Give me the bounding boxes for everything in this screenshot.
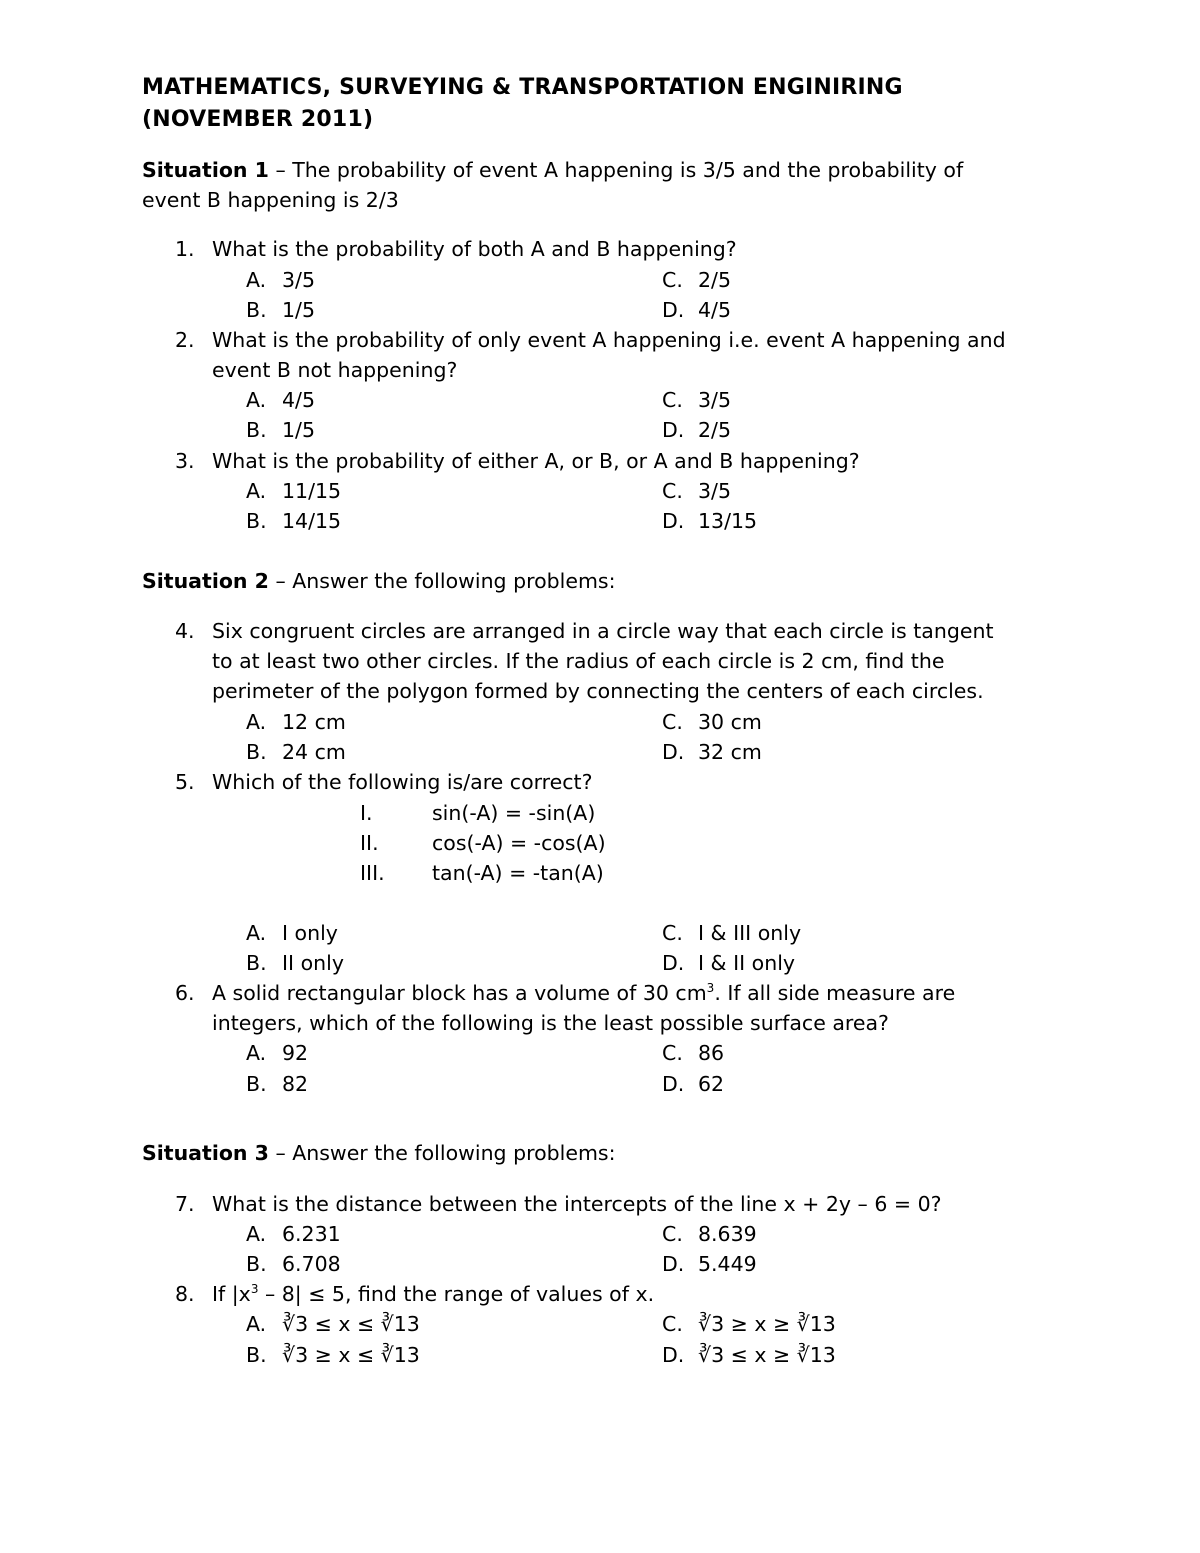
question-line-text: – 8| ≤ 5, find the range of values of x. xyxy=(258,1282,655,1306)
option-value: 6.708 xyxy=(282,1252,341,1276)
situation-label: Situation 2 xyxy=(142,569,269,593)
option-value: I & II only xyxy=(698,951,796,975)
option-letter: A. xyxy=(246,479,267,503)
question-text: Which of the following is/are correct? xyxy=(212,770,593,794)
option-value: 30 cm xyxy=(698,710,762,734)
situation-dash: – xyxy=(268,1141,293,1165)
roman-numeral: III. xyxy=(360,861,385,885)
question-text xyxy=(212,1279,1057,1309)
option-value: I & III only xyxy=(698,921,802,945)
option-letter: B. xyxy=(246,1343,267,1367)
question-number: 6. xyxy=(175,981,195,1005)
question-number: 4. xyxy=(175,619,195,643)
option-d xyxy=(662,1249,757,1279)
option-value: ∛3 ≤ x ≥ ∛13 xyxy=(698,1343,836,1367)
option-b xyxy=(246,415,315,445)
situation-3 xyxy=(142,1138,1062,1168)
option-value: ∛3 ≤ x ≤ ∛13 xyxy=(282,1312,420,1336)
option-value: 12 cm xyxy=(282,710,346,734)
option-value: ∛3 ≥ x ≥ ∛13 xyxy=(698,1312,836,1336)
question-line: to at least two other circles. If the radius of each circle is 2 cm, find the xyxy=(212,649,945,673)
option-c xyxy=(662,1038,724,1068)
question-line-text: . If all side measure are xyxy=(714,981,956,1005)
option-letter: D. xyxy=(662,418,685,442)
option-b xyxy=(246,737,346,767)
option-letter: D. xyxy=(662,1252,685,1276)
roman-numeral: II. xyxy=(360,831,379,855)
question-number: 2. xyxy=(175,328,195,352)
question-number: 8. xyxy=(175,1282,195,1306)
question-line: Six congruent circles are arranged in a circle way that each circle is tangent xyxy=(212,619,994,643)
option-value: I only xyxy=(282,921,338,945)
document-title xyxy=(142,72,1102,136)
option-value: 82 xyxy=(282,1072,309,1096)
option-letter: B. xyxy=(246,298,267,322)
option-letter: C. xyxy=(662,1222,683,1246)
option-a xyxy=(246,1219,341,1249)
option-letter: D. xyxy=(662,298,685,322)
option-a xyxy=(246,1038,308,1068)
option-value: 4/5 xyxy=(282,388,315,412)
option-value: 3/5 xyxy=(698,479,731,503)
situation-text: Answer the following problems: xyxy=(292,569,616,593)
option-letter: B. xyxy=(246,509,267,533)
option-value: 3/5 xyxy=(282,268,315,292)
statement-text: tan(-A) = -tan(A) xyxy=(432,861,604,885)
option-value: ∛3 ≥ x ≤ ∛13 xyxy=(282,1343,420,1367)
option-d xyxy=(662,506,757,536)
option-c xyxy=(662,918,801,948)
situation-text: Answer the following problems: xyxy=(292,1141,616,1165)
option-value: 8.639 xyxy=(698,1222,757,1246)
option-d xyxy=(662,1069,724,1099)
statement-1 xyxy=(360,798,595,828)
title-line-2: (NOVEMBER 2011) xyxy=(142,107,374,132)
option-letter: C. xyxy=(662,388,683,412)
option-d xyxy=(662,295,731,325)
option-letter: B. xyxy=(246,951,267,975)
option-d xyxy=(662,737,762,767)
option-letter: B. xyxy=(246,418,267,442)
option-letter: A. xyxy=(246,268,267,292)
option-a xyxy=(246,476,341,506)
option-b xyxy=(246,506,341,536)
option-b xyxy=(246,1069,308,1099)
option-letter: A. xyxy=(246,1222,267,1246)
title-line-1: MATHEMATICS, SURVEYING & TRANSPORTATION ENGINIRING xyxy=(142,75,903,100)
option-letter: D. xyxy=(662,1343,685,1367)
option-value: 92 xyxy=(282,1041,309,1065)
option-c xyxy=(662,707,762,737)
option-value: 86 xyxy=(698,1041,725,1065)
option-a xyxy=(246,918,338,948)
situation-dash: – xyxy=(268,569,293,593)
question-line-text: A solid rectangular block has a volume of 30 cm xyxy=(212,981,707,1005)
option-letter: A. xyxy=(246,1041,267,1065)
superscript: 3 xyxy=(706,981,715,995)
option-letter: D. xyxy=(662,1072,685,1096)
option-letter: B. xyxy=(246,1252,267,1276)
situation-1 xyxy=(142,155,1062,215)
option-value: 6.231 xyxy=(282,1222,341,1246)
option-value: 2/5 xyxy=(698,418,731,442)
option-a xyxy=(246,707,346,737)
option-a xyxy=(246,385,315,415)
option-value: 1/5 xyxy=(282,418,315,442)
option-letter: A. xyxy=(246,388,267,412)
question-line: perimeter of the polygon formed by connecting the centers of each circles. xyxy=(212,679,984,703)
situation-text: The probability of event A happening is 3/5 and the probability of xyxy=(292,158,964,182)
statement-2 xyxy=(360,828,606,858)
option-letter: C. xyxy=(662,1041,683,1065)
option-d xyxy=(662,1340,836,1370)
option-d xyxy=(662,948,795,978)
question-number: 5. xyxy=(175,770,195,794)
option-letter: C. xyxy=(662,921,683,945)
option-a xyxy=(246,1309,420,1339)
question-line-text: If |x xyxy=(212,1282,251,1306)
option-value: 4/5 xyxy=(698,298,731,322)
option-value: 5.449 xyxy=(698,1252,757,1276)
option-b xyxy=(246,295,315,325)
option-b xyxy=(246,1340,420,1370)
situation-text-continued: event B happening is 2/3 xyxy=(142,188,399,212)
question-line: What is the probability of only event A happening i.e. event A happening and xyxy=(212,328,1006,352)
option-c xyxy=(662,476,731,506)
option-b xyxy=(246,1249,341,1279)
statement-text: cos(-A) = -cos(A) xyxy=(432,831,606,855)
option-c xyxy=(662,1309,836,1339)
statement-3 xyxy=(360,858,604,888)
question-text xyxy=(212,616,1057,706)
option-value: 1/5 xyxy=(282,298,315,322)
option-b xyxy=(246,948,344,978)
question-text: What is the probability of both A and B happening? xyxy=(212,237,737,261)
option-value: 32 cm xyxy=(698,740,762,764)
option-letter: A. xyxy=(246,710,267,734)
option-letter: B. xyxy=(246,1072,267,1096)
option-a xyxy=(246,265,315,295)
option-value: 3/5 xyxy=(698,388,731,412)
option-value: II only xyxy=(282,951,344,975)
option-letter: C. xyxy=(662,268,683,292)
superscript: 3 xyxy=(250,1282,259,1296)
option-d xyxy=(662,415,731,445)
option-letter: B. xyxy=(246,740,267,764)
option-value: 11/15 xyxy=(282,479,342,503)
option-value: 2/5 xyxy=(698,268,731,292)
option-c xyxy=(662,265,731,295)
situation-label: Situation 3 xyxy=(142,1141,269,1165)
question-text: What is the probability of either A, or B, or A and B happening? xyxy=(212,449,860,473)
question-number: 3. xyxy=(175,449,195,473)
option-c xyxy=(662,1219,757,1249)
question-number: 7. xyxy=(175,1192,195,1216)
question-text xyxy=(212,978,1057,1038)
situation-label: Situation 1 xyxy=(142,158,269,182)
option-c xyxy=(662,385,731,415)
option-value: 14/15 xyxy=(282,509,342,533)
option-letter: A. xyxy=(246,1312,267,1336)
option-value: 13/15 xyxy=(698,509,758,533)
option-letter: A. xyxy=(246,921,267,945)
question-text xyxy=(212,325,1057,385)
option-letter: D. xyxy=(662,509,685,533)
option-letter: C. xyxy=(662,479,683,503)
question-line xyxy=(212,978,1057,1008)
question-line: event B not happening? xyxy=(212,358,458,382)
option-letter: D. xyxy=(662,740,685,764)
roman-numeral: I. xyxy=(360,801,373,825)
option-letter: C. xyxy=(662,1312,683,1336)
situation-dash: – xyxy=(268,158,293,182)
question-number: 1. xyxy=(175,237,195,261)
question-line: integers, which of the following is the least possible surface area? xyxy=(212,1011,889,1035)
situation-2 xyxy=(142,566,1062,596)
option-value: 24 cm xyxy=(282,740,346,764)
option-value: 62 xyxy=(698,1072,725,1096)
statement-text: sin(-A) = -sin(A) xyxy=(432,801,596,825)
option-letter: D. xyxy=(662,951,685,975)
question-text: What is the distance between the intercepts of the line x + 2y – 6 = 0? xyxy=(212,1192,942,1216)
option-letter: C. xyxy=(662,710,683,734)
